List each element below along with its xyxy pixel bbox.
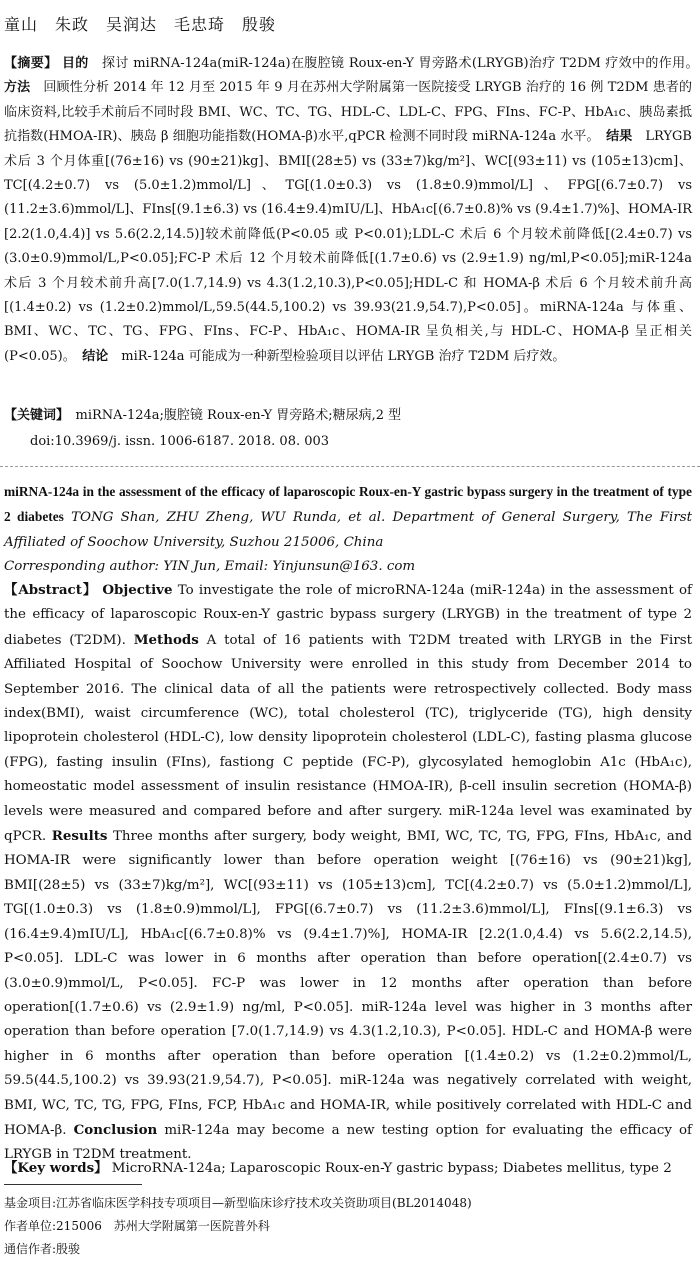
chinese-objective-label: 目的 xyxy=(61,56,89,71)
english-results-text: Three months after surgery, body weight, BMI, WC, TC, TG, FPG, FIns, HbA₁c, and HOMA-IR were significantly lower than before operation weight [(76±16) vs (90±21)kg], BMI[(28±5) vs (33±7)kg/m²], WC[(93±11) vs (105±13)cm], TC[(4.2±0.7) vs (5.0±1.2)mmol/L], TG[(1.0±0.3) vs (1.8±0.9)mmol/L], FPG[(6.7±0.7) vs (11.2±3.6)mmol/L], FIns[(9.1±6.3) vs (16.4±9.4)mIU/L], HbA₁c[(6.7±0.8)% vs (9.4±1.7)%], HOMA-IR [2.2(1.0,4.4) vs 5.6(2.2,14.5), P<0.05]. LDL-C was lower in 6 months after operation than before operation[(2.4±0.7) vs (3.0±0.9)mmol/L, P<0.05]. FC-P was lower in 12 months after operation than before operation[(1.7±0.6) vs (2.9±1.9) ng/ml, P<0.05]. miR-124a level was higher in 3 months after operation than before operation [7.0(1.7,14.9) vs 4.3(1.2,10.3), P<0.05]. HDL-C and HOMA-β were higher in 6 months after operation than before operation [(1.4±0.2) vs (1.2±0.2)mmol/L, 59.5(44.5,100.2) vs 39.93(21.9,54.7), P<0.05]. miR-124a was negatively correlated with weight, BMI, WC, TC, TG, FPG, FIns, FCP, HbA₁c and HOMA-IR, while positively correlated with HDL-C and HOMA-β. xyxy=(4,829,692,1138)
english-title: miRNA-124a in the assessment of the efficacy of laparoscopic Roux-en-Y gastric bypass surgery in the treatment of type 2 diabetes xyxy=(4,484,692,525)
corresponding-note: 通信作者:殷骏 xyxy=(4,1242,81,1256)
chinese-methods-label: 方法 xyxy=(4,80,31,96)
english-results-label: Results xyxy=(51,828,108,845)
english-corresponding-author: Corresponding author: YIN Jun, Email: Yinjunsun@163. com xyxy=(4,559,416,575)
chinese-results-text: LRYGB 术后 3 个月体重[(76±16) vs (90±21)kg]、BMI[(28±5) vs (33±7)kg/m²]、WC[(93±11) vs (105±13)cm]、TC[(4.2±0.7) vs (5.0±1.2)mmol/L]、TG[(1.0±0.3) vs (1.8±0.9)mmol/L]、FPG[(6.7±0.7) vs (11.2±3.6)mmol/L]、FIns[(9.1±6.3) vs (16.4±9.4)mIU/L]、HbA₁c[(6.7±0.8)% vs (9.4±1.7)%]、HOMA-IR [2.2(1.0,4.4)] vs 5.6(2.2,14.5)]较术前降低(P<0.05 或 P<0.01);LDL-C 术后 6 个月较术前降低[(2.4±0.7) vs (3.0±0.9)mmol/L,P<0.05];FC-P 术后 12 个月较术前降低[(1.7±0.6) vs (2.9±1.9) ng/ml,P<0.05];miR-124a 术后 3 个月较术前升高[7.0(1.7,14.9) vs 4.3(1.2,10.3),P<0.05];HDL-C 和 HOMA-β 术后 6 个月较术前升高[(1.4±0.2) vs (1.2±0.2)mmol/L,59.5(44.5,100.2) vs 39.93(21.9,54.7),P<0.05]。miRNA-124a 与体重、BMI、WC、TC、TG、FPG、FIns、FC-P、HbA₁c、HOMA-IR 呈负相关,与 HDL-C、HOMA-β 呈正相关(P<0.05)。 xyxy=(4,129,692,364)
chinese-abstract xyxy=(4,52,692,369)
chinese-authors: 童山 朱政 吴润达 毛忠琦 殷骏 xyxy=(4,15,277,34)
english-objective-text: To investigate the role of microRNA-124a (miR-124a) in the assessment of the efficacy of laparoscopic Roux-en-Y gastric bypass surgery (LRYGB) in the treatment of type 2 diabetes (T2DM). xyxy=(4,583,692,648)
doi-line: doi:10.3969/j. issn. 1006-6187. 2018. 08. 003 xyxy=(30,434,330,449)
chinese-keywords-label: 【关键词】 xyxy=(4,408,63,423)
english-keywords-label: 【Key words】 xyxy=(4,1160,108,1176)
english-abstract-label: 【Abstract】 xyxy=(4,582,98,598)
chinese-keywords xyxy=(4,404,692,428)
english-keywords-text: MicroRNA-124a; Laparoscopic Roux-en-Y gastric bypass; Diabetes mellitus, type 2 xyxy=(111,1161,672,1176)
footnotes xyxy=(4,1192,692,1261)
affiliation-note: 作者单位:215006 苏州大学附属第一医院普外科 xyxy=(4,1219,270,1233)
english-abstract xyxy=(4,578,692,1168)
chinese-conclusion-label: 结论 xyxy=(82,348,109,364)
chinese-conclusion-text: miR-124a 可能成为一种新型检验项目以评估 LRYGB 治疗 T2DM 后疗效。 xyxy=(121,348,566,364)
english-methods-label: Methods xyxy=(133,631,199,648)
chinese-results-label: 结果 xyxy=(606,129,633,145)
english-keywords xyxy=(4,1156,692,1181)
english-methods-text: A total of 16 patients with T2DM treated with LRYGB in the First Affiliated Hospital of Soochow University were enrolled in this study from December 2014 to September 2016. The clinical data of all the patients were retrospectively collected. Body mass index(BMI), waist circumference (WC), total cholesterol (TC), triglyceride (TG), high density lipoprotein cholesterol (HDL-C), low density lipoprotein cholesterol (LDL-C), fasting plasma glucose (FPG), fasting insulin (FIns), fastiong C peptide (FC-P), glycosylated hemoglobin A1c (HbA₁c), homeostatic model assessment of insulin resistance (HMOA-IR), β-cell insulin secretion (HOMA-β) levels were measured and compared before and after surgery. miR-124a level was examinated by qPCR. xyxy=(4,632,692,845)
chinese-methods-text: 回顾性分析 2014 年 12 月至 2015 年 9 月在苏州大学附属第一医院接受 LRYGB 治疗的 16 例 T2DM 患者的临床资料,比较手术前后不同时段 BMI、WC、TC、TG、HDL-C、LDL-C、FPG、FIns、FC-P、HbA₁c、胰岛素抵抗指数(HMOA-IR)、胰岛 β 细胞功能指数(HOMA-β)水平,qPCR 检测不同时段 miRNA-124a 水平。 xyxy=(4,80,692,145)
english-objective-label: Objective xyxy=(102,582,173,598)
chinese-objective-text: 探讨 miRNA-124a(miR-124a)在腹腔镜 Roux-en-Y 胃旁路术(LRYGB)治疗 T2DM 疗效中的作用。 xyxy=(102,56,692,71)
english-conclusion-text: miR-124a may become a new testing option for evaluating the efficacy of LRYGB in T2DM treatment. xyxy=(4,1122,692,1163)
english-title-block xyxy=(4,480,692,580)
funding-note: 基金项目:江苏省临床医学科技专项项目—新型临床诊疗技术攻关资助项目(BL2014048) xyxy=(4,1196,472,1210)
footnote-rule xyxy=(4,1184,142,1185)
chinese-keywords-text: miRNA-124a;腹腔镜 Roux-en-Y 胃旁路术;糖尿病,2 型 xyxy=(75,408,402,423)
section-divider xyxy=(0,466,700,467)
english-conclusion-label: Conclusion xyxy=(73,1121,158,1138)
chinese-abstract-label: 【摘要】 xyxy=(4,56,58,71)
english-authors: TONG Shan, ZHU Zheng, WU Runda, et al. Department of General Surgery, The First Affiliated of Soochow University, Suzhou 215006, China xyxy=(4,510,692,550)
